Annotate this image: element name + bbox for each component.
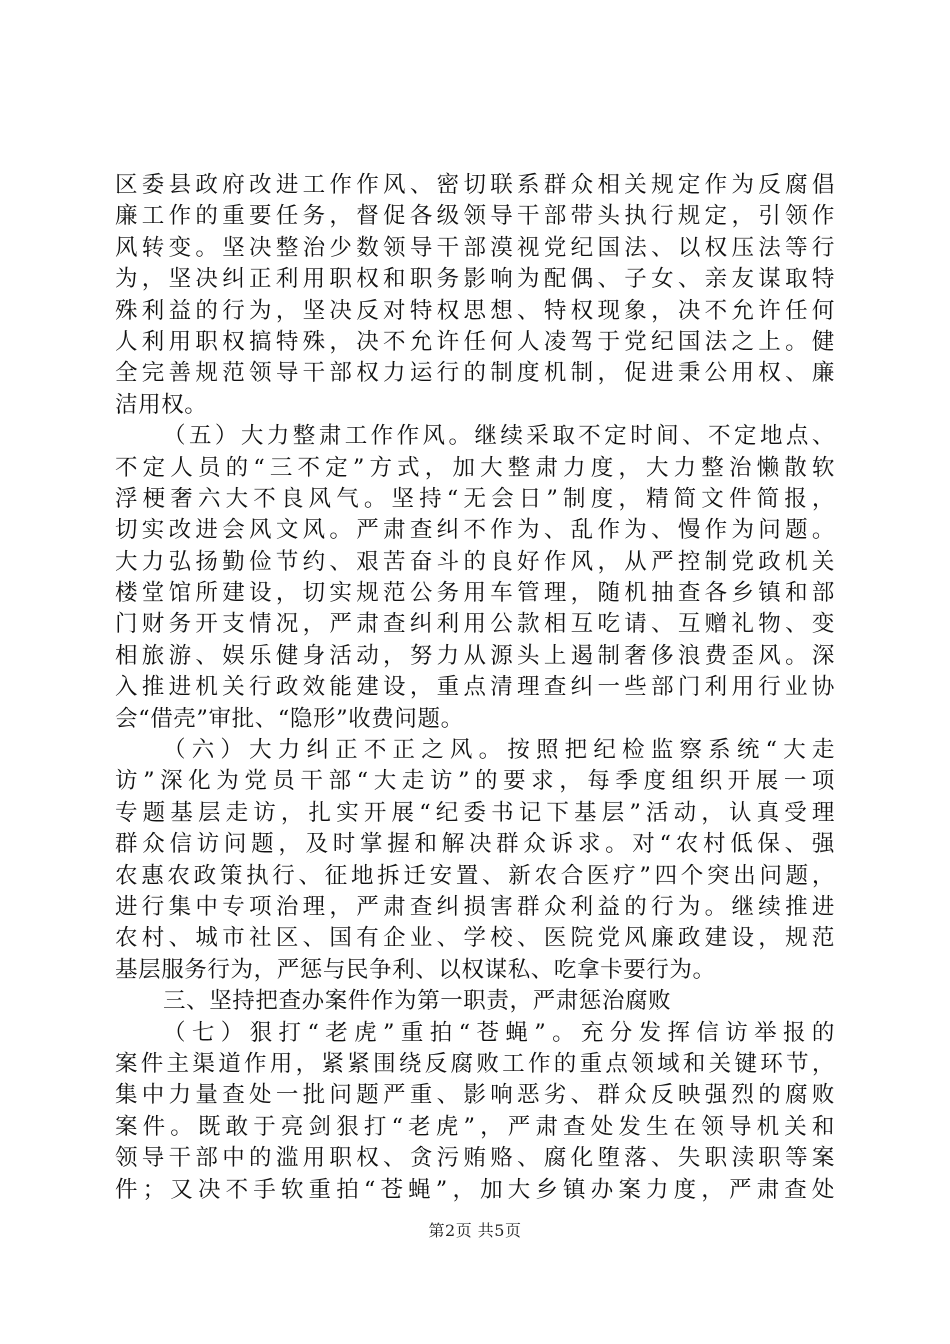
text-line: 专题基层走访，扎实开展“纪委书记下基层”活动，认真受理 (115, 799, 835, 826)
text-line: 楼堂馆所建设，切实规范公务用车管理，随机抽查各乡镇和部 (115, 580, 835, 607)
text-line: 入推进机关行政效能建设，重点清理查纠一些部门利用行业协 (115, 674, 835, 701)
text-line: 全完善规范领导干部权力运行的制度机制，促进秉公用权、廉 (115, 360, 835, 387)
text-line: 群众信访问题，及时掌握和解决群众诉求。对“农村低保、强 (115, 831, 835, 858)
text-line: 区委县政府改进工作作风、密切联系群众相关规定作为反腐倡 (115, 172, 835, 198)
text-line: 基层服务行为，严惩与民争利、以权谋私、吃拿卡要行为。 (115, 956, 716, 983)
paragraph-start-line: （六）大力纠正不正之风。按照把纪检监察系统“大走 (163, 737, 835, 764)
text-line: 访”深化为党员干部“大走访”的要求，每季度组织开展一项 (115, 768, 835, 795)
text-line: 廉工作的重要任务，督促各级领导干部带头执行规定，引领作 (115, 203, 835, 230)
text-line: 浮梗奢六大不良风气。坚持“无会日”制度，精简文件简报， (115, 485, 835, 512)
text-line: 为，坚决纠正利用职权和职务影响为配偶、子女、亲友谋取特 (115, 266, 835, 293)
text-line: 进行集中专项治理，严肃查纠损害群众利益的行为。继续推进 (115, 893, 835, 920)
section-heading: 三、坚持把查办案件作为第一职责，严肃惩治腐败 (163, 988, 672, 1015)
text-line: 会“借壳”审批、“隐形”收费问题。 (115, 705, 464, 732)
text-line: 案件主渠道作用，紧紧围绕反腐败工作的重点领域和关键环节， (115, 1050, 835, 1077)
text-line: 门财务开支情况，严肃查纠利用公款相互吃请、互赠礼物、变 (115, 611, 835, 638)
text-line: 切实改进会风文风。严肃查纠不作为、乱作为、慢作为问题。 (115, 517, 835, 544)
text-line: 洁用权。 (115, 391, 208, 418)
text-line: 农村、城市社区、国有企业、学校、医院党风廉政建设，规范 (115, 925, 835, 952)
text-line: 领导干部中的滥用职权、贪污贿赂、腐化堕落、失职渎职等案 (115, 1145, 835, 1172)
text-line: 件；又决不手软重拍“苍蝇”，加大乡镇办案力度，严肃查处 (115, 1176, 835, 1203)
text-line: 农惠农政策执行、征地拆迁安置、新农合医疗”四个突出问题， (115, 862, 835, 889)
document-body (115, 170, 835, 1206)
text-line: 殊利益的行为，坚决反对特权思想、特权现象，决不允许任何 (115, 297, 835, 324)
text-line: 集中力量查处一批问题严重、影响恶劣、群众反映强烈的腐败 (115, 1082, 835, 1109)
page-number-footer: 第2页 共5页 (428, 1221, 522, 1240)
paragraph-start-line: （五）大力整肃工作作风。继续采取不定时间、不定地点、 (163, 423, 835, 450)
text-line: 案件。既敢于亮剑狠打“老虎”，严肃查处发生在领导机关和 (115, 1113, 835, 1140)
text-line: 相旅游、娱乐健身活动，努力从源头上遏制奢侈浪费歪风。深 (115, 642, 835, 669)
paragraph-start-line: （七）狠打“老虎”重拍“苍蝇”。充分发挥信访举报的 (163, 1019, 835, 1046)
text-line: 人利用职权搞特殊，决不允许任何人凌驾于党纪国法之上。健 (115, 328, 835, 355)
text-line: 不定人员的“三不定”方式，加大整肃力度，大力整治懒散软 (115, 454, 835, 481)
text-line: 风转变。坚决整治少数领导干部漠视党纪国法、以权压法等行 (115, 234, 835, 261)
text-line: 大力弘扬勤俭节约、艰苦奋斗的良好作风，从严控制党政机关 (115, 548, 835, 575)
